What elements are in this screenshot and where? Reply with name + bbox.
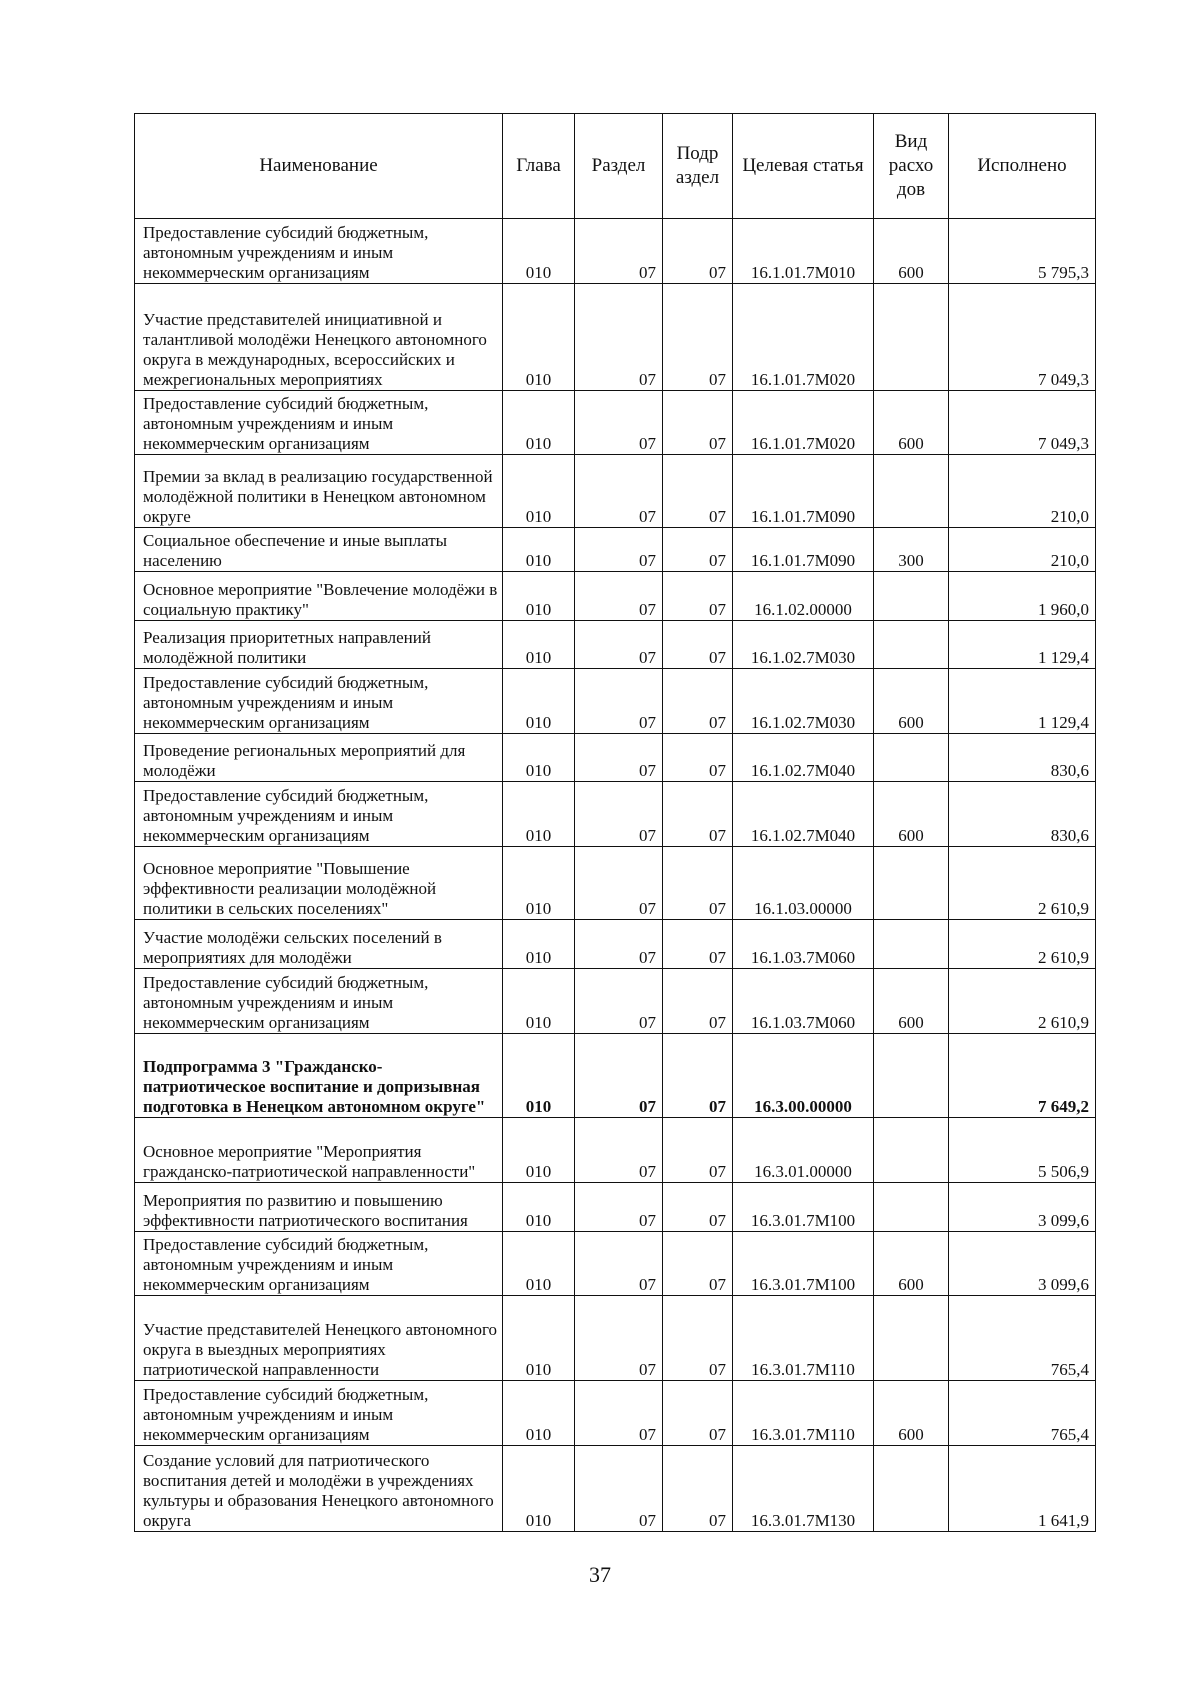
cell-section: 07: [575, 219, 663, 284]
header-target: Целевая статья: [733, 114, 874, 219]
cell-chapter: 010: [503, 1296, 575, 1381]
cell-section: 07: [575, 455, 663, 528]
cell-name: Основное мероприятие "Вовлечение молодёжи в социальную практику": [135, 572, 503, 621]
cell-kind: [874, 1034, 949, 1118]
cell-executed: 830,6: [949, 782, 1096, 847]
cell-chapter: 010: [503, 847, 575, 920]
cell-kind: 300: [874, 528, 949, 572]
table-row: [135, 1296, 1096, 1381]
table-row: [135, 455, 1096, 528]
cell-name: Участие представителей инициативной и талантливой молодёжи Ненецкого автономного округа в международных, всероссийских и межрегиональных мероприятиях: [135, 284, 503, 391]
cell-name: Предоставление субсидий бюджетным, автономным учреждениям и иным некоммерческим организациям: [135, 391, 503, 455]
cell-executed: 210,0: [949, 455, 1096, 528]
cell-kind: 600: [874, 969, 949, 1034]
cell-subsection: 07: [663, 1381, 733, 1446]
cell-name: Подпрограмма 3 "Гражданско-патриотическое воспитание и допризывная подготовка в Ненецком автономном округе": [135, 1034, 503, 1118]
cell-target: 16.1.03.7М060: [733, 920, 874, 969]
table-row: [135, 1446, 1096, 1532]
budget-table: [134, 113, 1096, 1532]
table-body: [135, 219, 1096, 1532]
cell-executed: 830,6: [949, 734, 1096, 782]
cell-chapter: 010: [503, 1381, 575, 1446]
table-row: [135, 391, 1096, 455]
table-row: [135, 1034, 1096, 1118]
cell-chapter: 010: [503, 920, 575, 969]
cell-section: 07: [575, 1381, 663, 1446]
cell-chapter: 010: [503, 391, 575, 455]
cell-section: 07: [575, 734, 663, 782]
cell-kind: [874, 572, 949, 621]
cell-target: 16.1.01.7М090: [733, 528, 874, 572]
cell-kind: [874, 734, 949, 782]
cell-executed: 1 641,9: [949, 1446, 1096, 1532]
table-row: [135, 572, 1096, 621]
header-chapter: Глава: [503, 114, 575, 219]
cell-name: Предоставление субсидий бюджетным, автономным учреждениям и иным некоммерческим организациям: [135, 1381, 503, 1446]
cell-chapter: 010: [503, 782, 575, 847]
cell-kind: 600: [874, 391, 949, 455]
header-executed: Исполнено: [949, 114, 1096, 219]
cell-kind: 600: [874, 669, 949, 734]
table-row: [135, 284, 1096, 391]
cell-target: 16.3.00.00000: [733, 1034, 874, 1118]
cell-kind: [874, 1118, 949, 1183]
cell-section: 07: [575, 528, 663, 572]
cell-section: 07: [575, 847, 663, 920]
cell-chapter: 010: [503, 1034, 575, 1118]
page-number: 37: [589, 1562, 611, 1587]
table-row: [135, 969, 1096, 1034]
cell-executed: 5 795,3: [949, 219, 1096, 284]
cell-subsection: 07: [663, 572, 733, 621]
cell-target: 16.3.01.7М130: [733, 1446, 874, 1532]
cell-subsection: 07: [663, 1296, 733, 1381]
header-section: Раздел: [575, 114, 663, 219]
cell-chapter: 010: [503, 1118, 575, 1183]
table-header-row: [135, 114, 1096, 219]
cell-subsection: 07: [663, 734, 733, 782]
cell-section: 07: [575, 572, 663, 621]
table-row: [135, 1183, 1096, 1232]
cell-kind: [874, 1296, 949, 1381]
cell-name: Премии за вклад в реализацию государственной молодёжной политики в Ненецком автономном округе: [135, 455, 503, 528]
cell-section: 07: [575, 391, 663, 455]
cell-name: Проведение региональных мероприятий для молодёжи: [135, 734, 503, 782]
cell-target: 16.3.01.7М110: [733, 1381, 874, 1446]
cell-target: 16.1.03.7М060: [733, 969, 874, 1034]
cell-section: 07: [575, 1232, 663, 1296]
cell-subsection: 07: [663, 391, 733, 455]
cell-kind: [874, 847, 949, 920]
cell-subsection: 07: [663, 528, 733, 572]
table-row: [135, 1118, 1096, 1183]
table-row: [135, 621, 1096, 669]
cell-section: 07: [575, 1034, 663, 1118]
cell-chapter: 010: [503, 669, 575, 734]
table-row: [135, 528, 1096, 572]
cell-kind: 600: [874, 782, 949, 847]
cell-chapter: 010: [503, 572, 575, 621]
cell-executed: 765,4: [949, 1296, 1096, 1381]
cell-section: 07: [575, 920, 663, 969]
cell-name: Мероприятия по развитию и повышению эффективности патриотического воспитания: [135, 1183, 503, 1232]
cell-subsection: 07: [663, 1118, 733, 1183]
cell-executed: 3 099,6: [949, 1183, 1096, 1232]
cell-kind: 600: [874, 219, 949, 284]
cell-chapter: 010: [503, 1446, 575, 1532]
cell-section: 07: [575, 1118, 663, 1183]
cell-name: Участие представителей Ненецкого автономного округа в выездных мероприятиях патриотической направленности: [135, 1296, 503, 1381]
cell-executed: 2 610,9: [949, 920, 1096, 969]
cell-section: 07: [575, 1296, 663, 1381]
cell-subsection: 07: [663, 621, 733, 669]
cell-section: 07: [575, 782, 663, 847]
table-row: [135, 1232, 1096, 1296]
cell-target: 16.1.02.7М030: [733, 621, 874, 669]
cell-name: Создание условий для патриотического воспитания детей и молодёжи в учреждениях культуры и образования Ненецкого автономного округа: [135, 1446, 503, 1532]
cell-executed: 1 129,4: [949, 621, 1096, 669]
table-row: [135, 847, 1096, 920]
cell-kind: [874, 920, 949, 969]
table-row: [135, 782, 1096, 847]
cell-subsection: 07: [663, 1034, 733, 1118]
cell-executed: 1 129,4: [949, 669, 1096, 734]
table-row: [135, 734, 1096, 782]
cell-name: Социальное обеспечение и иные выплаты населению: [135, 528, 503, 572]
cell-section: 07: [575, 1183, 663, 1232]
cell-executed: 210,0: [949, 528, 1096, 572]
cell-target: 16.1.01.7М020: [733, 391, 874, 455]
header-kind: Вид расхо дов: [874, 114, 949, 219]
cell-target: 16.3.01.7М110: [733, 1296, 874, 1381]
cell-kind: [874, 1183, 949, 1232]
cell-name: Предоставление субсидий бюджетным, автономным учреждениям и иным некоммерческим организациям: [135, 782, 503, 847]
cell-executed: 1 960,0: [949, 572, 1096, 621]
cell-executed: 5 506,9: [949, 1118, 1096, 1183]
cell-name: Предоставление субсидий бюджетным, автономным учреждениям и иным некоммерческим организациям: [135, 219, 503, 284]
cell-subsection: 07: [663, 1446, 733, 1532]
cell-subsection: 07: [663, 969, 733, 1034]
cell-section: 07: [575, 669, 663, 734]
cell-kind: [874, 284, 949, 391]
cell-target: 16.1.01.7М020: [733, 284, 874, 391]
cell-name: Реализация приоритетных направлений молодёжной политики: [135, 621, 503, 669]
cell-kind: [874, 1446, 949, 1532]
cell-chapter: 010: [503, 621, 575, 669]
table-row: [135, 219, 1096, 284]
cell-subsection: 07: [663, 455, 733, 528]
cell-executed: 7 049,3: [949, 391, 1096, 455]
cell-section: 07: [575, 621, 663, 669]
cell-target: 16.3.01.7М100: [733, 1183, 874, 1232]
cell-target: 16.1.02.7М040: [733, 734, 874, 782]
cell-executed: 7 649,2: [949, 1034, 1096, 1118]
cell-subsection: 07: [663, 669, 733, 734]
cell-name: Основное мероприятие "Повышение эффективности реализации молодёжной политики в сельских поселениях": [135, 847, 503, 920]
cell-target: 16.1.02.7М040: [733, 782, 874, 847]
cell-subsection: 07: [663, 284, 733, 391]
cell-executed: 7 049,3: [949, 284, 1096, 391]
cell-target: 16.1.02.00000: [733, 572, 874, 621]
cell-chapter: 010: [503, 969, 575, 1034]
cell-section: 07: [575, 969, 663, 1034]
cell-kind: [874, 621, 949, 669]
cell-kind: 600: [874, 1232, 949, 1296]
cell-name: Предоставление субсидий бюджетным, автономным учреждениям и иным некоммерческим организациям: [135, 969, 503, 1034]
cell-name: Основное мероприятие "Мероприятия гражданско-патриотической направленности": [135, 1118, 503, 1183]
cell-kind: 600: [874, 1381, 949, 1446]
cell-subsection: 07: [663, 847, 733, 920]
cell-target: 16.1.02.7М030: [733, 669, 874, 734]
cell-target: 16.3.01.7М100: [733, 1232, 874, 1296]
cell-executed: 3 099,6: [949, 1232, 1096, 1296]
cell-chapter: 010: [503, 1232, 575, 1296]
cell-target: 16.1.03.00000: [733, 847, 874, 920]
cell-name: Предоставление субсидий бюджетным, автономным учреждениям и иным некоммерческим организациям: [135, 669, 503, 734]
cell-chapter: 010: [503, 734, 575, 782]
cell-chapter: 010: [503, 1183, 575, 1232]
table-row: [135, 920, 1096, 969]
table-row: [135, 1381, 1096, 1446]
cell-target: 16.1.01.7М010: [733, 219, 874, 284]
cell-name: Участие молодёжи сельских поселений в мероприятиях для молодёжи: [135, 920, 503, 969]
cell-subsection: 07: [663, 782, 733, 847]
cell-kind: [874, 455, 949, 528]
cell-subsection: 07: [663, 219, 733, 284]
cell-subsection: 07: [663, 1232, 733, 1296]
cell-target: 16.3.01.00000: [733, 1118, 874, 1183]
cell-chapter: 010: [503, 455, 575, 528]
cell-name: Предоставление субсидий бюджетным, автономным учреждениям и иным некоммерческим организациям: [135, 1232, 503, 1296]
cell-subsection: 07: [663, 1183, 733, 1232]
table-row: [135, 669, 1096, 734]
cell-section: 07: [575, 1446, 663, 1532]
cell-target: 16.1.01.7М090: [733, 455, 874, 528]
cell-executed: 2 610,9: [949, 847, 1096, 920]
cell-chapter: 010: [503, 528, 575, 572]
cell-subsection: 07: [663, 920, 733, 969]
cell-section: 07: [575, 284, 663, 391]
header-name: Наименование: [135, 114, 503, 219]
cell-chapter: 010: [503, 284, 575, 391]
cell-executed: 765,4: [949, 1381, 1096, 1446]
cell-executed: 2 610,9: [949, 969, 1096, 1034]
header-subsection: Подр аздел: [663, 114, 733, 219]
cell-chapter: 010: [503, 219, 575, 284]
